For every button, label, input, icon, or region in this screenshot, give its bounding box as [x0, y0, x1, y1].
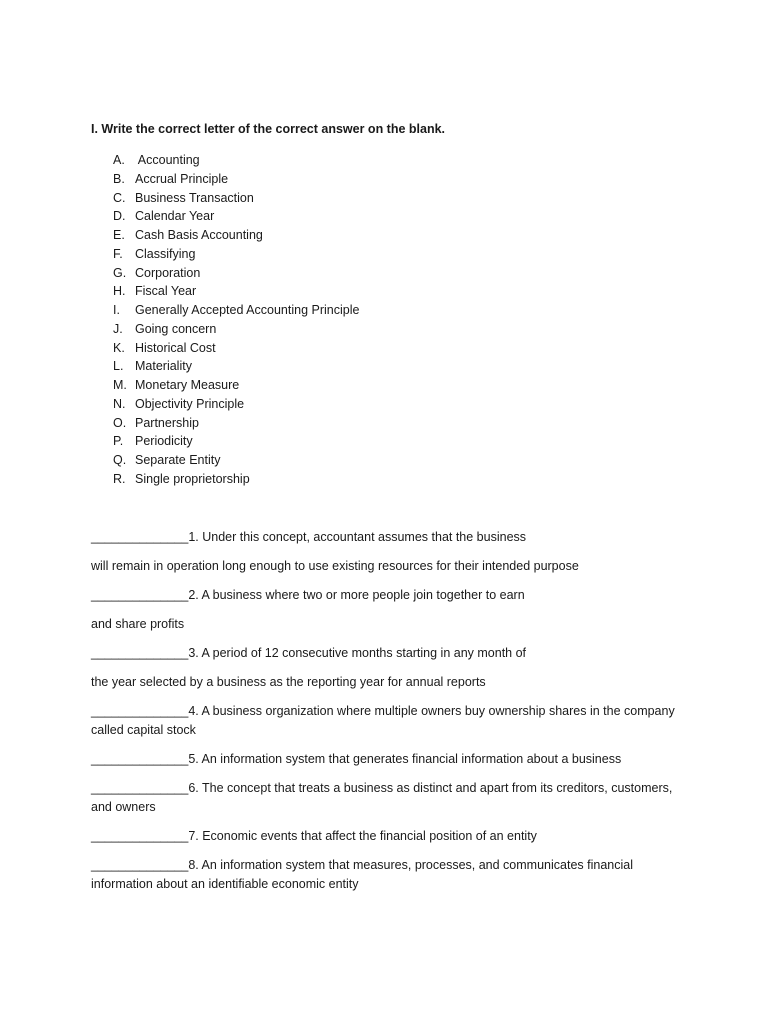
- question-line: ______________2. A business where two or more people join together to earn: [91, 588, 525, 602]
- choice-letter: R.: [113, 471, 126, 486]
- choice-item: [113, 151, 359, 170]
- choices-list: [113, 151, 359, 489]
- choice-item: [113, 414, 359, 433]
- question-line: ______________7. Economic events that affect the financial position of an entity: [91, 829, 537, 843]
- choice-letter: E.: [113, 228, 125, 242]
- choice-text: Cash Basis Accounting: [135, 228, 263, 242]
- choice-text: Fiscal Year: [135, 284, 197, 299]
- choice-letter: B.: [113, 171, 125, 186]
- question-line: ______________5. An information system that generates financial information about a business: [91, 752, 622, 766]
- question-item: [91, 856, 691, 894]
- question-line: and owners: [91, 800, 156, 814]
- choice-letter: G.: [113, 265, 127, 280]
- choice-item: [113, 357, 359, 376]
- choice-letter: D.: [113, 209, 126, 224]
- choice-item: [113, 226, 359, 245]
- question-line: the year selected by a business as the reporting year for annual reports: [91, 675, 486, 689]
- choice-text: Business Transaction: [135, 190, 254, 205]
- choice-text: Historical Cost: [135, 340, 216, 355]
- question-item: [91, 827, 691, 846]
- choice-letter: P.: [113, 434, 124, 449]
- choice-text: Periodicity: [135, 434, 193, 449]
- question-item: [91, 586, 691, 634]
- choice-text: Materiality: [135, 359, 192, 374]
- choice-item: [113, 320, 359, 339]
- choice-item: [113, 376, 359, 395]
- choice-text: Classifying: [135, 246, 196, 261]
- choice-item: [113, 170, 359, 189]
- question-line: and share profits: [91, 617, 185, 631]
- choice-text: Generally Accepted Accounting Principle: [135, 303, 360, 317]
- question-item: [91, 528, 691, 576]
- question-line: information about an identifiable economic entity: [91, 877, 359, 891]
- question-line: called capital stock: [91, 723, 196, 737]
- choice-text: Going concern: [135, 321, 217, 336]
- question-item: [91, 644, 691, 692]
- choice-letter: F.: [113, 246, 123, 261]
- choice-letter: L.: [113, 359, 124, 374]
- choice-text: Accrual Principle: [135, 171, 229, 186]
- choice-letter: O.: [113, 415, 127, 430]
- choice-text: Objectivity Principle: [135, 396, 245, 411]
- choice-text: Calendar Year: [135, 209, 215, 224]
- choice-letter: J.: [113, 321, 123, 336]
- question-item: [91, 750, 691, 769]
- choice-text: Corporation: [135, 265, 201, 280]
- choice-item: [113, 264, 359, 283]
- choice-item: [113, 207, 359, 226]
- question-item: [91, 702, 691, 740]
- choice-item: [113, 470, 359, 489]
- choice-letter: Q.: [113, 453, 127, 467]
- choice-item: [113, 189, 359, 208]
- question-line: ______________3. A period of 12 consecutive months starting in any month of: [91, 646, 527, 660]
- choice-text: Monetary Measure: [135, 378, 240, 392]
- question-line: ______________1. Under this concept, accountant assumes that the business: [91, 530, 527, 544]
- questions-section: [91, 528, 691, 894]
- question-item: [91, 779, 691, 817]
- choice-text: Separate Entity: [135, 453, 221, 467]
- choice-item: [113, 245, 359, 264]
- question-line: ______________6. The concept that treats a business as distinct and apart from its creditors, customers,: [91, 781, 673, 795]
- choice-letter: H.: [113, 284, 126, 299]
- choice-text: Single proprietorship: [135, 471, 250, 486]
- choice-item: [113, 282, 359, 301]
- question-line: ______________8. An information system that measures, processes, and communicates financial: [91, 858, 633, 872]
- question-line: will remain in operation long enough to use existing resources for their intended purpose: [91, 559, 579, 573]
- instruction-heading: I. Write the correct letter of the correct answer on the blank.: [91, 122, 446, 136]
- choice-letter: C.: [113, 190, 126, 205]
- choice-item: [113, 301, 359, 320]
- choice-item: [113, 339, 359, 358]
- choice-letter: M.: [113, 378, 127, 392]
- choice-text: Accounting: [135, 153, 200, 167]
- choice-letter: N.: [113, 396, 126, 411]
- choice-text: Partnership: [135, 415, 199, 430]
- choice-item: [113, 451, 359, 470]
- choice-letter: I.: [113, 303, 120, 317]
- choice-item: [113, 432, 359, 451]
- choice-letter: A.: [113, 153, 125, 167]
- choice-item: [113, 395, 359, 414]
- question-line: ______________4. A business organization where multiple owners buy ownership shares in the company: [91, 704, 675, 718]
- choice-letter: K.: [113, 340, 125, 355]
